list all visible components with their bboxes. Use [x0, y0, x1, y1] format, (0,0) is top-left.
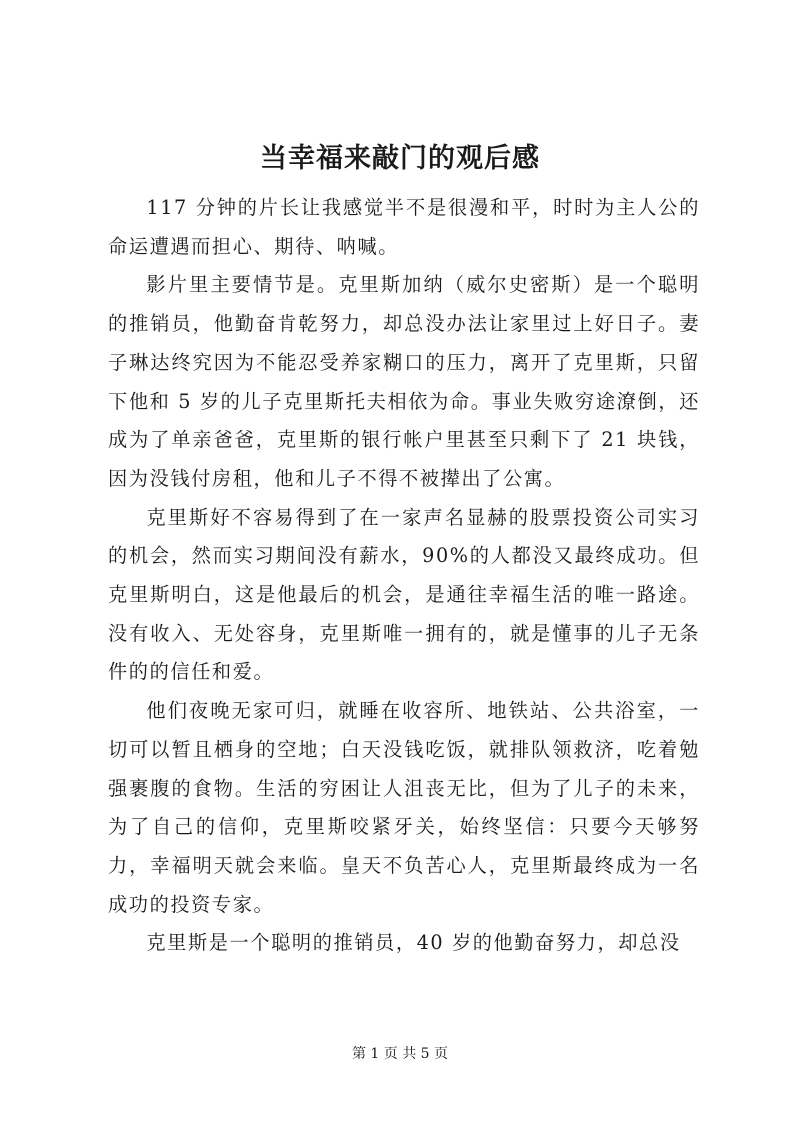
- paragraph-1: 117 分钟的片长让我感觉半不是很漫和平，时时为主人公的命运遭遇而担心、期待、呐喊。: [108, 196, 700, 258]
- paragraph-2: 影片里主要情节是。克里斯加纳（威尔史密斯）是一个聪明的推销员，他勤奋肯乾努力，却总没办法让家里过上好日子。妻子琳达终究因为不能忍受养家糊口的压力，离开了克里斯，只留下他和 5 岁的儿子克里斯托夫相依为命。事业失败穷途潦倒，还成为了单亲爸爸，克里斯的银行帐户里甚至只剩下了 21 块钱，因为没钱付房租，他和儿子不得不被撵出了公寓。: [108, 273, 700, 490]
- document-body: [108, 189, 700, 963]
- document-title: 当幸福来敲门的观后感: [260, 143, 540, 174]
- page-number-footer: 第 1 页 共 5 页: [351, 1046, 449, 1062]
- paragraph-3: 克里斯好不容易得到了在一家声名显赫的股票投资公司实习的机会，然而实习期间没有薪水，90%的人都没又最终成功。但克里斯明白，这是他最后的机会，是通往幸福生活的唯一路途。没有收入、无处容身，克里斯唯一拥有的，就是懂事的儿子无条件的的信任和爱。: [108, 505, 700, 684]
- paragraph-5: 克里斯是一个聪明的推销员，40 岁的他勤奋努力，却总没: [146, 931, 681, 955]
- paragraph-4: 他们夜晚无家可归，就睡在收容所、地铁站、公共浴室，一切可以暂且栖身的空地；白天没钱吃饭，就排队领救济，吃着勉强裹腹的食物。生活的穷困让人沮丧无比，但为了儿子的未来，为了自己的信仰，克里斯咬紧牙关，始终坚信：只要今天够努力，幸福明天就会来临。皇天不负苦心人，克里斯最终成为一名成功的投资专家。: [108, 699, 700, 916]
